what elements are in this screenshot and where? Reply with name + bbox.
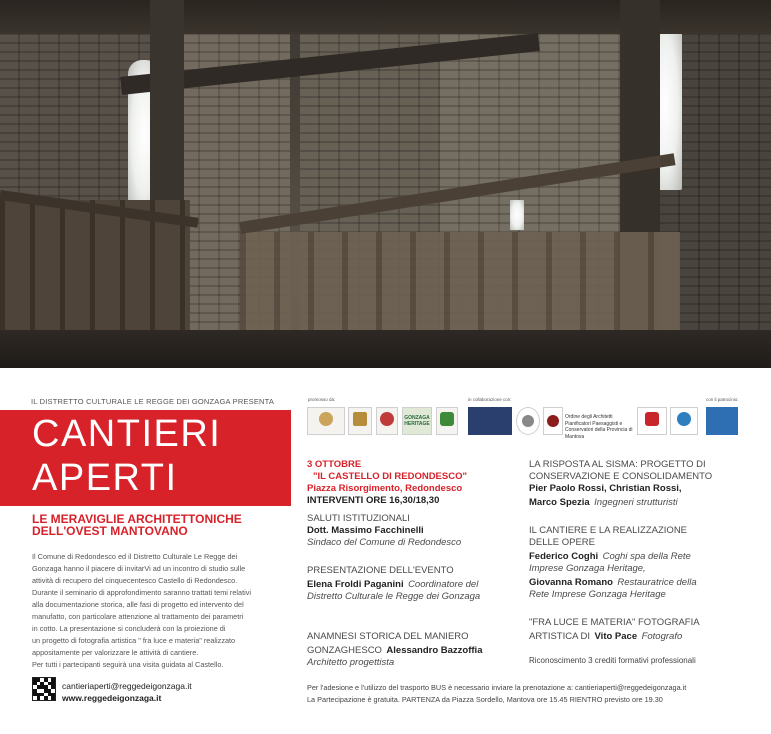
contact-block — [62, 680, 192, 704]
footer-line-2: La Partecipazione è gratuita. PARTENZA da Piazza Sordello, Mantova ore 15.45 RIENTRO previsto ore 19.30 — [307, 695, 663, 704]
description-line: Per tutti i partecipanti seguirà una visita guidata al Castello. — [32, 660, 224, 669]
program-item-3 — [307, 631, 482, 669]
program-heading: DELLE OPERE — [529, 537, 595, 548]
footer-line-1: Per l'adesione e l'utilizzo del trasporto BUS è necessario inviare la prenotazione a: cantieriaperti@reggedeigonzaga.it — [307, 683, 687, 692]
patron-logo-3 — [706, 407, 738, 435]
description-line: Durante il seminario di approfondimento saranno trattati temi relativi — [32, 588, 252, 597]
description-line: un progetto di fotografia artistica " fra luce e materia" realizzato — [32, 636, 236, 645]
speaker-role-cont: Imprese Gonzaga Heritage, — [529, 563, 646, 574]
speaker-role: Ingegneri strutturisti — [594, 497, 678, 508]
description-line: attività di recupero del cinquecentesco Castello di Redondesco. — [32, 576, 238, 585]
description-line: Gonzaga hanno il piacere di invitarVi ad un incontro di studio sulle — [32, 564, 246, 573]
program-item-4 — [529, 459, 712, 509]
program-item-6 — [529, 617, 700, 643]
description-line: Il Comune di Redondesco ed il Distretto Culturale Le Regge dei — [32, 552, 238, 561]
event-info — [307, 459, 467, 507]
credits-note: Riconoscimento 3 crediti formativi professionali — [529, 656, 696, 665]
program-item-2 — [307, 565, 480, 603]
program-heading: CONSERVAZIONE E CONSOLIDAMENTO — [529, 471, 713, 482]
subtitle-line-2: DELL'OVEST MANTOVANO — [32, 524, 188, 538]
speaker-name: Federico Coghi — [529, 551, 599, 562]
title-line-2: APERTI — [32, 457, 178, 499]
description-line: appositamente per valorizzare le attività di cantiere. — [32, 648, 199, 657]
speaker-name: Marco Spezia — [529, 497, 590, 508]
website-link[interactable]: www.reggedeigonzaga.it — [62, 693, 162, 703]
speaker-role: Fotografo — [641, 631, 683, 642]
speaker-name: Vito Pace — [594, 631, 638, 642]
event-times: INTERVENTI ORE 16,30/18,30 — [307, 495, 440, 506]
program-heading-cont: GONZAGHESCO — [307, 645, 382, 656]
subtitle-line-1: LE MERAVIGLIE ARCHITETTONICHE — [32, 512, 242, 526]
patron-logo-1 — [637, 407, 667, 435]
speaker-name: Alessandro Bazzoffia — [386, 645, 483, 656]
patron-logo-2 — [670, 407, 698, 435]
program-heading: SALUTI ISTITUZIONALI — [307, 513, 410, 524]
promoted-by-label: promosso da: — [308, 397, 336, 402]
speaker-role-cont: Rete Imprese Gonzaga Heritage — [529, 589, 666, 600]
redondesco-crest-icon — [436, 407, 458, 435]
qr-code-icon[interactable] — [32, 677, 56, 701]
program-heading: LA RISPOSTA AL SISMA: PROGETTO DI — [529, 459, 706, 470]
collaboration-label: in collaborazione con: — [468, 397, 512, 402]
contact-email-link[interactable]: cantieriaperti@reggedeigonzaga.it — [62, 681, 192, 691]
collaborator-logo-1 — [468, 407, 512, 435]
seal-icon — [516, 407, 540, 435]
regge-logo — [348, 407, 372, 435]
event-date: 3 OTTOBRE — [307, 459, 362, 470]
patronage-label: con il patrocinio: — [706, 397, 739, 402]
ordine-architetti-label: Ordine degli Architetti Pianificatori Paesaggisti e Conservatori della Provincia di Mantova — [565, 414, 633, 440]
program-item-1 — [307, 513, 461, 549]
program-heading-cont: ARTISTICA DI — [529, 631, 591, 642]
program-heading: IL CANTIERE E LA REALIZZAZIONE — [529, 525, 688, 536]
program-item-5 — [529, 525, 697, 601]
speaker-name: Elena Froldi Paganini — [307, 579, 404, 590]
event-venue: "IL CASTELLO DI REDONDESCO" — [313, 471, 467, 482]
speaker-role: Sindaco del Comune di Redondesco — [307, 537, 462, 548]
speaker-name: Giovanna Romano — [529, 577, 613, 588]
description — [32, 551, 292, 671]
program-heading: PRESENTAZIONE DELL'EVENTO — [307, 565, 454, 576]
speaker-role: Architetto progettista — [307, 657, 395, 668]
speaker-name: Pier Paolo Rossi, Christian Rossi, — [529, 483, 682, 494]
program-heading: ANAMNESI STORICA DEL MANIERO — [307, 631, 469, 642]
description-line: manufatto, con particolare attenzione al trattamento dei parametri — [32, 612, 244, 621]
description-line: alla documentazione storica, alle fasi di progetto ed intervento del — [32, 600, 244, 609]
program-heading: "FRA LUCE E MATERIA" FOTOGRAFIA — [529, 617, 700, 628]
ordine-architetti-icon — [543, 407, 563, 435]
description-line: in cotto. La presentazione si concluderà con la proiezione di — [32, 624, 226, 633]
speaker-role: Coghi spa della Rete — [602, 551, 691, 562]
comune-logo — [376, 407, 398, 435]
footer-note — [307, 682, 686, 706]
event-address: Piazza Risorgimento, Redondesco — [307, 483, 463, 494]
speaker-role: Coordinatore del — [408, 579, 479, 590]
speaker-role: Restauratrice della — [617, 577, 697, 588]
gonzaga-heritage-logo: GONZAGA HERITAGE — [402, 407, 432, 435]
subtitle — [32, 513, 242, 537]
presenter-line: IL DISTRETTO CULTURALE LE REGGE DEI GONZAGA PRESENTA — [31, 397, 275, 406]
distretto-culturale-logo — [307, 407, 345, 435]
title-line-1: CANTIERI — [32, 413, 222, 455]
title-banner — [0, 410, 291, 506]
speaker-name: Dott. Massimo Facchinelli — [307, 525, 424, 536]
speaker-role-cont: Distretto Culturale le Regge dei Gonzaga — [307, 591, 481, 602]
